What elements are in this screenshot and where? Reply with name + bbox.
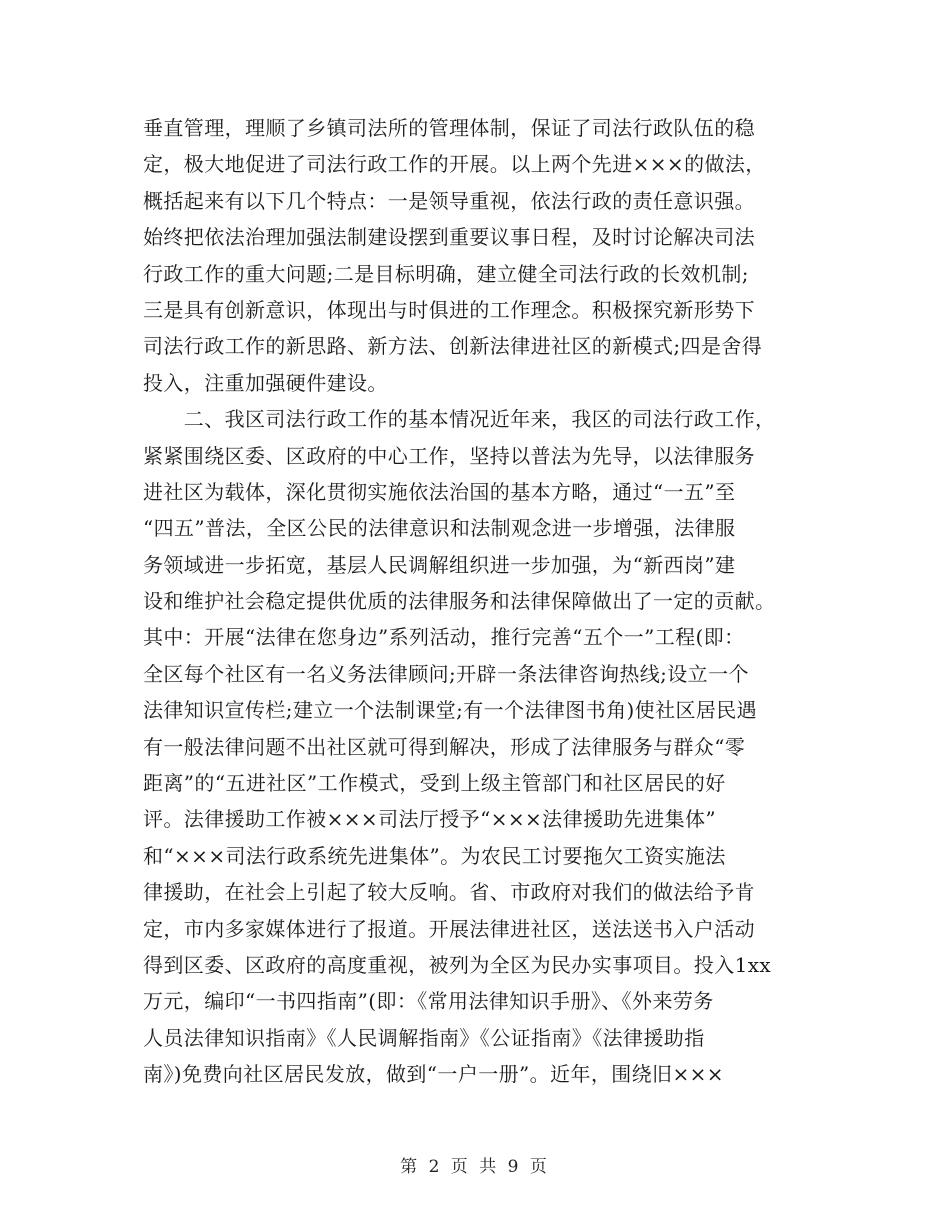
text-line: 设和维护社会稳定提供优质的法律服务和法律保障做出了一定的贡献。 xyxy=(143,589,776,614)
text-line: 紧紧围绕区委、区政府的中心工作，坚持以普法为先导，以法律服务 xyxy=(143,443,755,468)
text-line: 始终把依法治理加强法制建设摆到重要议事日程，及时讨论解决司法 xyxy=(143,225,755,250)
text-line: 概括起来有以下几个特点：一是领导重视，依法行政的责任意识强。 xyxy=(143,188,755,213)
text-line: 全区每个社区有一名义务法律顾问;开辟一条法律咨询热线;设立一个 xyxy=(143,661,749,686)
text-line: 评。法律援助工作被×××司法厅授予“×××法律援助先进集体” xyxy=(143,807,716,832)
page-number-footer: 第 2 页 共 9 页 xyxy=(400,1157,550,1177)
text-line: 万元，编印“一书四指南”(即：《常用法律知识手册》、《外来劳务 xyxy=(143,989,714,1014)
text-line: 法律知识宣传栏;建立一个法制课堂;有一个法律图书角)使社区居民遇 xyxy=(143,698,758,723)
text-line: 和“×××司法行政系统先进集体”。为农民工讨要拖欠工资实施法 xyxy=(143,843,726,868)
text-line: 进社区为载体，深化贯彻实施依法治国的基本方略，通过“一五”至 xyxy=(143,479,736,504)
text-line: 人员法律知识指南》《人民调解指南》《公证指南》《法律援助指 xyxy=(143,1025,705,1050)
text-line: 得到区委、区政府的高度重视，被列为全区为民办实事项目。投入1xx xyxy=(143,952,772,977)
document-body xyxy=(143,110,811,1093)
text-line: 投入，注重加强硬件建设。 xyxy=(143,370,388,395)
text-line: “四五”普法，全区公民的法律意识和法制观念进一步增强，法律服 xyxy=(143,516,736,541)
text-line: 距离”的“五进社区”工作模式，受到上级主管部门和社区居民的好 xyxy=(143,771,726,796)
text-line: 二、我区司法行政工作的基本情况近年来，我区的司法行政工作， xyxy=(143,407,776,432)
text-line: 定，市内多家媒体进行了报道。开展法律进社区，送法送书入户活动 xyxy=(143,916,755,941)
text-line: 定，极大地促进了司法行政工作的开展。以上两个先进×××的做法， xyxy=(143,152,766,177)
text-line: 南》)免费向社区居民发放，做到“一户一册”。近年，围绕旧××× xyxy=(143,1062,724,1087)
text-line: 司法行政工作的新思路、新方法、创新法律进社区的新模式;四是舍得 xyxy=(143,334,763,359)
text-line: 务领域进一步拓宽，基层人民调解组织进一步加强，为“新西岗”建 xyxy=(143,552,736,577)
text-line: 有一般法律问题不出社区就可得到解决，形成了法律服务与群众“零 xyxy=(143,734,746,759)
text-line: 三是具有创新意识，体现出与时俱进的工作理念。积极探究新形势下 xyxy=(143,297,755,322)
text-line: 律援助，在社会上引起了较大反响。省、市政府对我们的做法给予肯 xyxy=(143,880,755,905)
text-line: 行政工作的重大问题;二是目标明确，建立健全司法行政的长效机制; xyxy=(143,261,749,286)
text-line: 其中：开展“法律在您身边”系列活动，推行完善“五个一”工程(即： xyxy=(143,625,745,650)
text-line: 垂直管理，理顺了乡镇司法所的管理体制，保证了司法行政队伍的稳 xyxy=(143,116,755,140)
